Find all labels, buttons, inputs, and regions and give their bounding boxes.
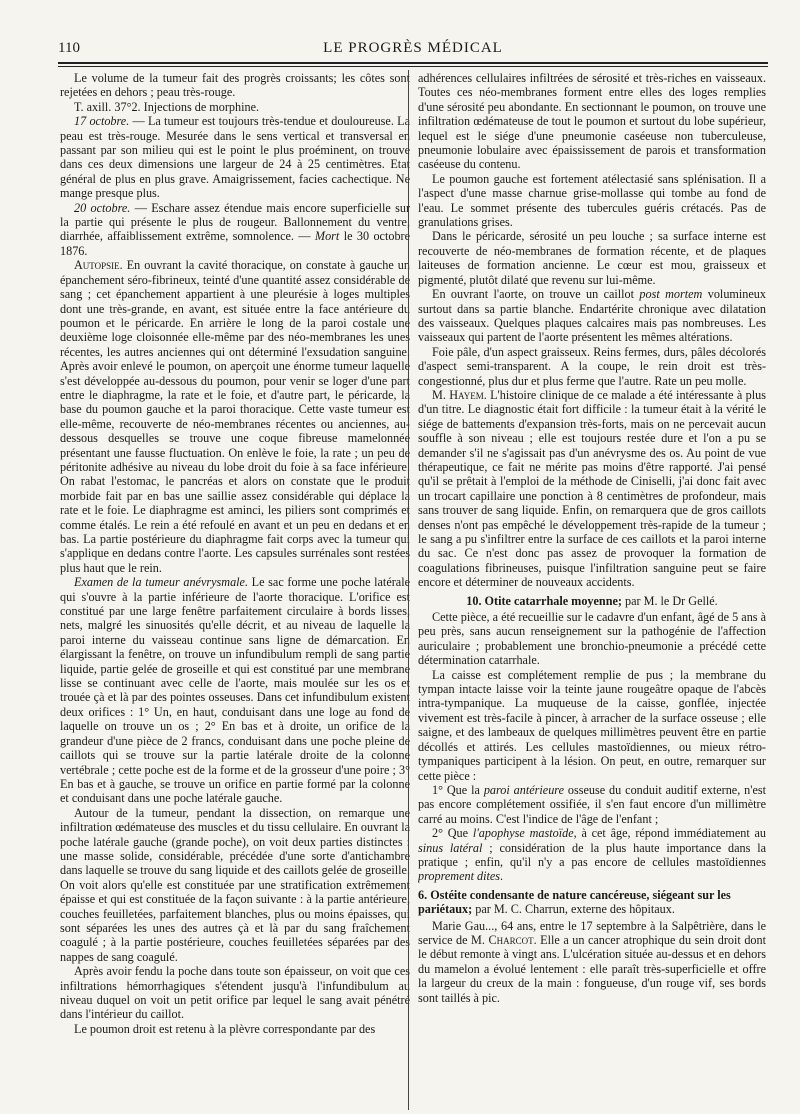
paragraph-text: ; considération de la plus haute importance dans la pratique ; enfin, qu'il n'y a pas encore de cellules mastoïdiennes xyxy=(418,840,766,869)
date-label: 17 octobre. xyxy=(74,114,130,129)
paragraph-text: En ouvrant l'aorte, on trouve un caillot xyxy=(432,287,640,302)
date-label: 20 octobre. xyxy=(74,200,131,215)
paragraph-text: — La tumeur est toujours très-tendue et douloureuse. La peau est très-rouge. Mesurée dans le sens vertical et transversal en passant par son milieu qui est le point le plus proéminent, on trouve dans ces deux dimensions une largeur de 24 à 25 centimètres. Etat général de plus en plus grave. Amaigrissement, facies cachectique. Ne mange presque plus. xyxy=(60,114,410,201)
page-header xyxy=(58,40,768,64)
page-number: 110 xyxy=(58,40,80,56)
heading-title: 6. Ostéite condensante de nature cancéreuse, siégeant sur les pariétaux; xyxy=(418,887,731,917)
paragraph: Le poumon gauche est fortement atélectasié sans splénisation. Il a l'aspect d'une masse charnue grise-mollasse qui tombe au fond de l'eau. Le sommet présente des tubercules guéris crétacés. Pas de granulations grises. xyxy=(418,171,766,230)
emphasis: l'apophyse mastoïde xyxy=(472,826,574,841)
paragraph xyxy=(418,783,766,826)
paragraph xyxy=(418,287,766,345)
paragraph-text: . xyxy=(500,869,504,884)
emphasis: post mortem xyxy=(639,287,703,302)
paragraph xyxy=(60,575,410,806)
person-name: Charcot xyxy=(488,932,534,947)
paragraph: La caisse est complétement remplie de pus ; la membrane du tympan intacte laisse voir la teinte jaune rougeâtre opaque de l'abcès intra-tympanique. La muqueuse de la caisse, gonflée, injectée vivement est très-facile à pincer, à arracher de la surface osseuse ; elle saigne, et des lambeaux de quelques millimètres peuvent être en partie décollés et attirés. Les cellules mastoïdiennes, ou mieux rétro-tympaniques participent à la lésion. On peut, en outre, remarquer sur cette pièce : xyxy=(418,667,766,783)
heading-title: 10. Otite catarrhale moyenne; xyxy=(466,593,622,608)
header-rule xyxy=(58,62,768,64)
paragraph xyxy=(60,258,410,575)
paragraph: Dans le péricarde, sérosité un peu louche ; sa surface interne est recouverte de néo-membranes de formation récente, et de plaques laiteuses de formation ancienne. Le cœur est mou, graisseux et pigmenté, plutôt dilaté que revenu sur lui-même. xyxy=(418,229,766,287)
paragraph xyxy=(60,114,410,200)
section-heading xyxy=(418,594,766,608)
paragraph: Le poumon droit est retenu à la plèvre correspondante par des xyxy=(74,1021,376,1036)
section-heading xyxy=(418,888,766,917)
paragraph-text: — Eschare assez étendue mais encore superficielle sur la partie qui présente le plus de rougeur. Ballonnement du ventre, diarrhée, affaiblissement extrême, somnolence. — xyxy=(60,200,410,244)
paragraph: Foie pâle, d'un aspect graisseux. Reins fermes, durs, pâles décolorés d'aspect semi-transparent. A la coupe, le rein droit est très-congestionné, plus dur et plus ferme que l'autre. Rate un peu molle. xyxy=(418,344,766,388)
paragraph xyxy=(418,826,766,884)
emphasis: proprement dites xyxy=(418,869,501,884)
paragraph-text: En ouvrant la cavité thoracique, on constate à gauche un épanchement séro-fibrineux, teinté d'une quantité assez considérable de sang ; cet épanchement appartient à une pleurésie à loges multiples dont une très-grande, en avant, est située entre la face antérieure du poumon et le péricarde. En arrière le long de la paroi costale une deuxième loge cloisonnée elle-même par des néo-membranes les unes récentes, les autres anciennes qui ont déterminé l'exsudation sanguine. Après avoir enlevé le poumon, on aperçoit une énorme tumeur laquelle s'est développée au-dessous du poumon, pour venir se loger d'une part entre le diaphragme, la rate et le foie, et d'autre part, le péricarde, la base du poumon gauche et la paroi thoracique. Cette vaste tumeur est elle-même, recouverte de néo-membranes récentes ou anciennes, au-dessous desquelles se trouve une coque fibreuse mamelonnée présentant une fausse fluctuation. On enlève le foie, la rate ; un peu de péritonite adhésive au niveau du lobe droit du foie à sa face inférieure. On rabat l'estomac, le pancréas et alors on constate que le produit morbide fait par en bas une saillie assez considérable qui déplace la rate et le foie. Le diaphragme est aminci, les piliers sont comprimés et comme étalés. Le rein a été refoulé en avant et un peu en dedans et en bas. La partie postérieure du diaphragme fait corps avec la tumeur qui s'applique en dedans contre l'aorte. Les capsules surrénales sont restées plus haut que le rein. xyxy=(60,258,410,575)
emphasis: paroi antérieure xyxy=(483,782,564,797)
paragraph-text: Le sac forme une poche latérale qui s'ouvre à la partie inférieure de l'aorte thoracique. L'orifice est constitué par une large fenêtre parfaitement circulaire à bords lisses, nets, malgré les sinuosités qu'elle décrit, et au niveau de laquelle la paroi interne du vaisseau continue sans ligne de démarcation. En élargissant la fenêtre, on trouve un infundibulum rempli de sang partie liquide, partie gelée de groseille et qui est constitué par une membrane lisse se continuant avec celle de l'aorte, mais moulée sur les os et trouée çà et là par des pointes osseuses. Dans cet infundibulum existent deux orifices : 1° Un, en haut, conduisant dans une loge au fond de laquelle on trouve un os ; 2° En bas et à droite, un orifice de la grandeur d'une pièce de 2 francs, conduisant dans une poche pleine de caillots qui se trouve sur la partie latérale droite de la colonne vertébrale ; cette poche est de la forme et de la grosseur d'une poire ; 3° En bas et à gauche, se trouve un orifice en partie formé par la colonne et conduisant dans une poche latérale gauche. xyxy=(60,575,410,806)
paragraph-text: 2° Que xyxy=(432,826,473,841)
paragraph-text: le 30 octobre 1876. xyxy=(60,229,410,258)
heading-author: par M. C. Charrun, externe des hôpitaux. xyxy=(472,902,675,917)
section-lead: Examen de la tumeur anévrysmale. xyxy=(74,575,249,590)
column-divider xyxy=(408,70,409,1110)
emphasis: sinus latéral xyxy=(418,840,483,855)
paragraph: Après avoir fendu la poche dans toute son épaisseur, on voit que ces infiltrations hémorrhagiques s'étendent jusqu'à l'infundibulum au niveau duquel on voit un petit orifice par lequel le sang avait pénétré dans l'intérieur du caillot. xyxy=(60,964,410,1022)
paragraph: T. axill. 37°2. Injections de morphine. xyxy=(74,99,260,114)
paragraph: Cette pièce, a été recueillie sur le cadavre d'un enfant, âgé de 5 ans à peu près, sans aucun renseignement sur la pathogénie de l'affection auriculaire ; probablement une bronchio-pneumonie a précédé cette détermination catarrhale. xyxy=(418,610,766,668)
paragraph-text: 1° Que la xyxy=(432,782,484,797)
paragraph-text: L'histoire clinique de ce malade a été intéressante à plus d'un titre. Le diagnostic était fort difficile : la tumeur était à la vérité le siége de battements d'expansion très-forts, mais on ne percevait aucun souffle à son niveau ; elle est toujours restée dure et l'on a pu se demander s'il ne s'agissait pas d'un anévrysme des os. Au point de vue thérapeutique, ce fait ne mérite pas moins d'être rapporté. J'ai pensé qu'il se prêtait à l'emploi de la méthode de Ciniselli, j'ai donc fait avec un trocart capillaire une ponction à 8 centimètres de profondeur, mais sans trouver de sang liquide. Enfin, on remarquera que de gros caillots denses n'ont pas empêché le développement très-rapide de la tumeur ; le sang a pu s'infiltrer entre la surface de ces caillots et la paroi interne du sac. Ce n'est donc pas assez de provoquer la formation de coagulations fibrineuses, puisque l'infiltration sanguine peut se faire encore et déterminer de nouveaux accidents. xyxy=(418,387,766,590)
left-column xyxy=(60,71,410,1111)
paragraph-text: osseuse du conduit auditif externe, n'est pas encore complétement ossifiée, il s'en faut encore d'un millimètre carré au moins. C'est l'indice de l'âge de l'enfant ; xyxy=(418,782,766,826)
speaker-name: M. Hayem. xyxy=(432,387,487,402)
paragraph-text: volumineux surtout dans sa partie blanche. Endartérite chronique avec dilatation des vaisseaux. Quelques plaques calcaires mais pas nombreuses. Les vaisseaux qui partent de l'aorte présentent les mêmes altérations. xyxy=(418,287,766,345)
paragraph-text: . Elle a un cancer atrophique du sein droit dont le début remonte à vingt ans. L'ulcération située au-dessus et en dehors du mamelon a évolué lentement : elle paraît très-superficielle et offre la largeur du creux de la main : fongueuse, d'un rouge vif, ses bords sont taillés à pic. xyxy=(418,932,766,1005)
heading-author: par M. le Dr Gellé. xyxy=(621,593,718,608)
journal-title: LE PROGRÈS MÉDICAL xyxy=(323,40,503,56)
paragraph: Autour de la tumeur, pendant la dissection, on remarque une infiltration œdémateuse des muscles et du tissu cellulaire. En ouvrant la poche latérale gauche (grande poche), on voit deux parties distinctes : une masse solide, considérable, précédée d'une sorte d'antichambre dans laquelle se trouve du sang liquide et des caillots gelée de groseille. On voit alors qu'elle est constituée par une stratification extrêmement épaisse et qui est constituée de la façon suivante : à la partie antérieure, couches feuilletées, parfaitement blanches, plus ou moins épaisses, qui sont séparées les unes des autres çà et là par du sang fraîchement coagulé ; à la partie postérieure, couches feuilletées séparées par des nappes de sang coagulé. xyxy=(60,805,410,964)
header-rule-thin xyxy=(58,66,768,67)
paragraph-text: Marie Gau..., 64 ans, entre le 17 septembre à la Salpêtrière, dans le service de M. xyxy=(418,918,766,947)
section-lead: Autopsie. xyxy=(74,258,123,273)
paragraph xyxy=(418,919,766,1005)
paragraph: Le volume de la tumeur fait des progrès croissants; les côtes sont rejetées en dehors ; peau très-rouge. xyxy=(60,71,410,100)
right-column xyxy=(418,71,766,1111)
paragraph-text: , à cet âge, répond immédiatement au xyxy=(573,826,766,841)
paragraph xyxy=(60,201,410,259)
paragraph: adhérences cellulaires infiltrées de sérosité et très-riches en vaisseaux. Toutes ces néo-membranes forment entre elles des loges remplies d'une sérosité peu abondante. En sectionnant le poumon, on trouve une infiltration œdémateuse de tout le poumon et surtout du lobe supérieur, lequel est le siége d'une pneumonie caséeuse non tuberculeuse, pneumonie lobulaire avec épaississement de parois et transformation caséeuse du contenu. xyxy=(418,71,766,172)
paragraph xyxy=(418,388,766,590)
emphasis: Mort xyxy=(314,229,340,244)
